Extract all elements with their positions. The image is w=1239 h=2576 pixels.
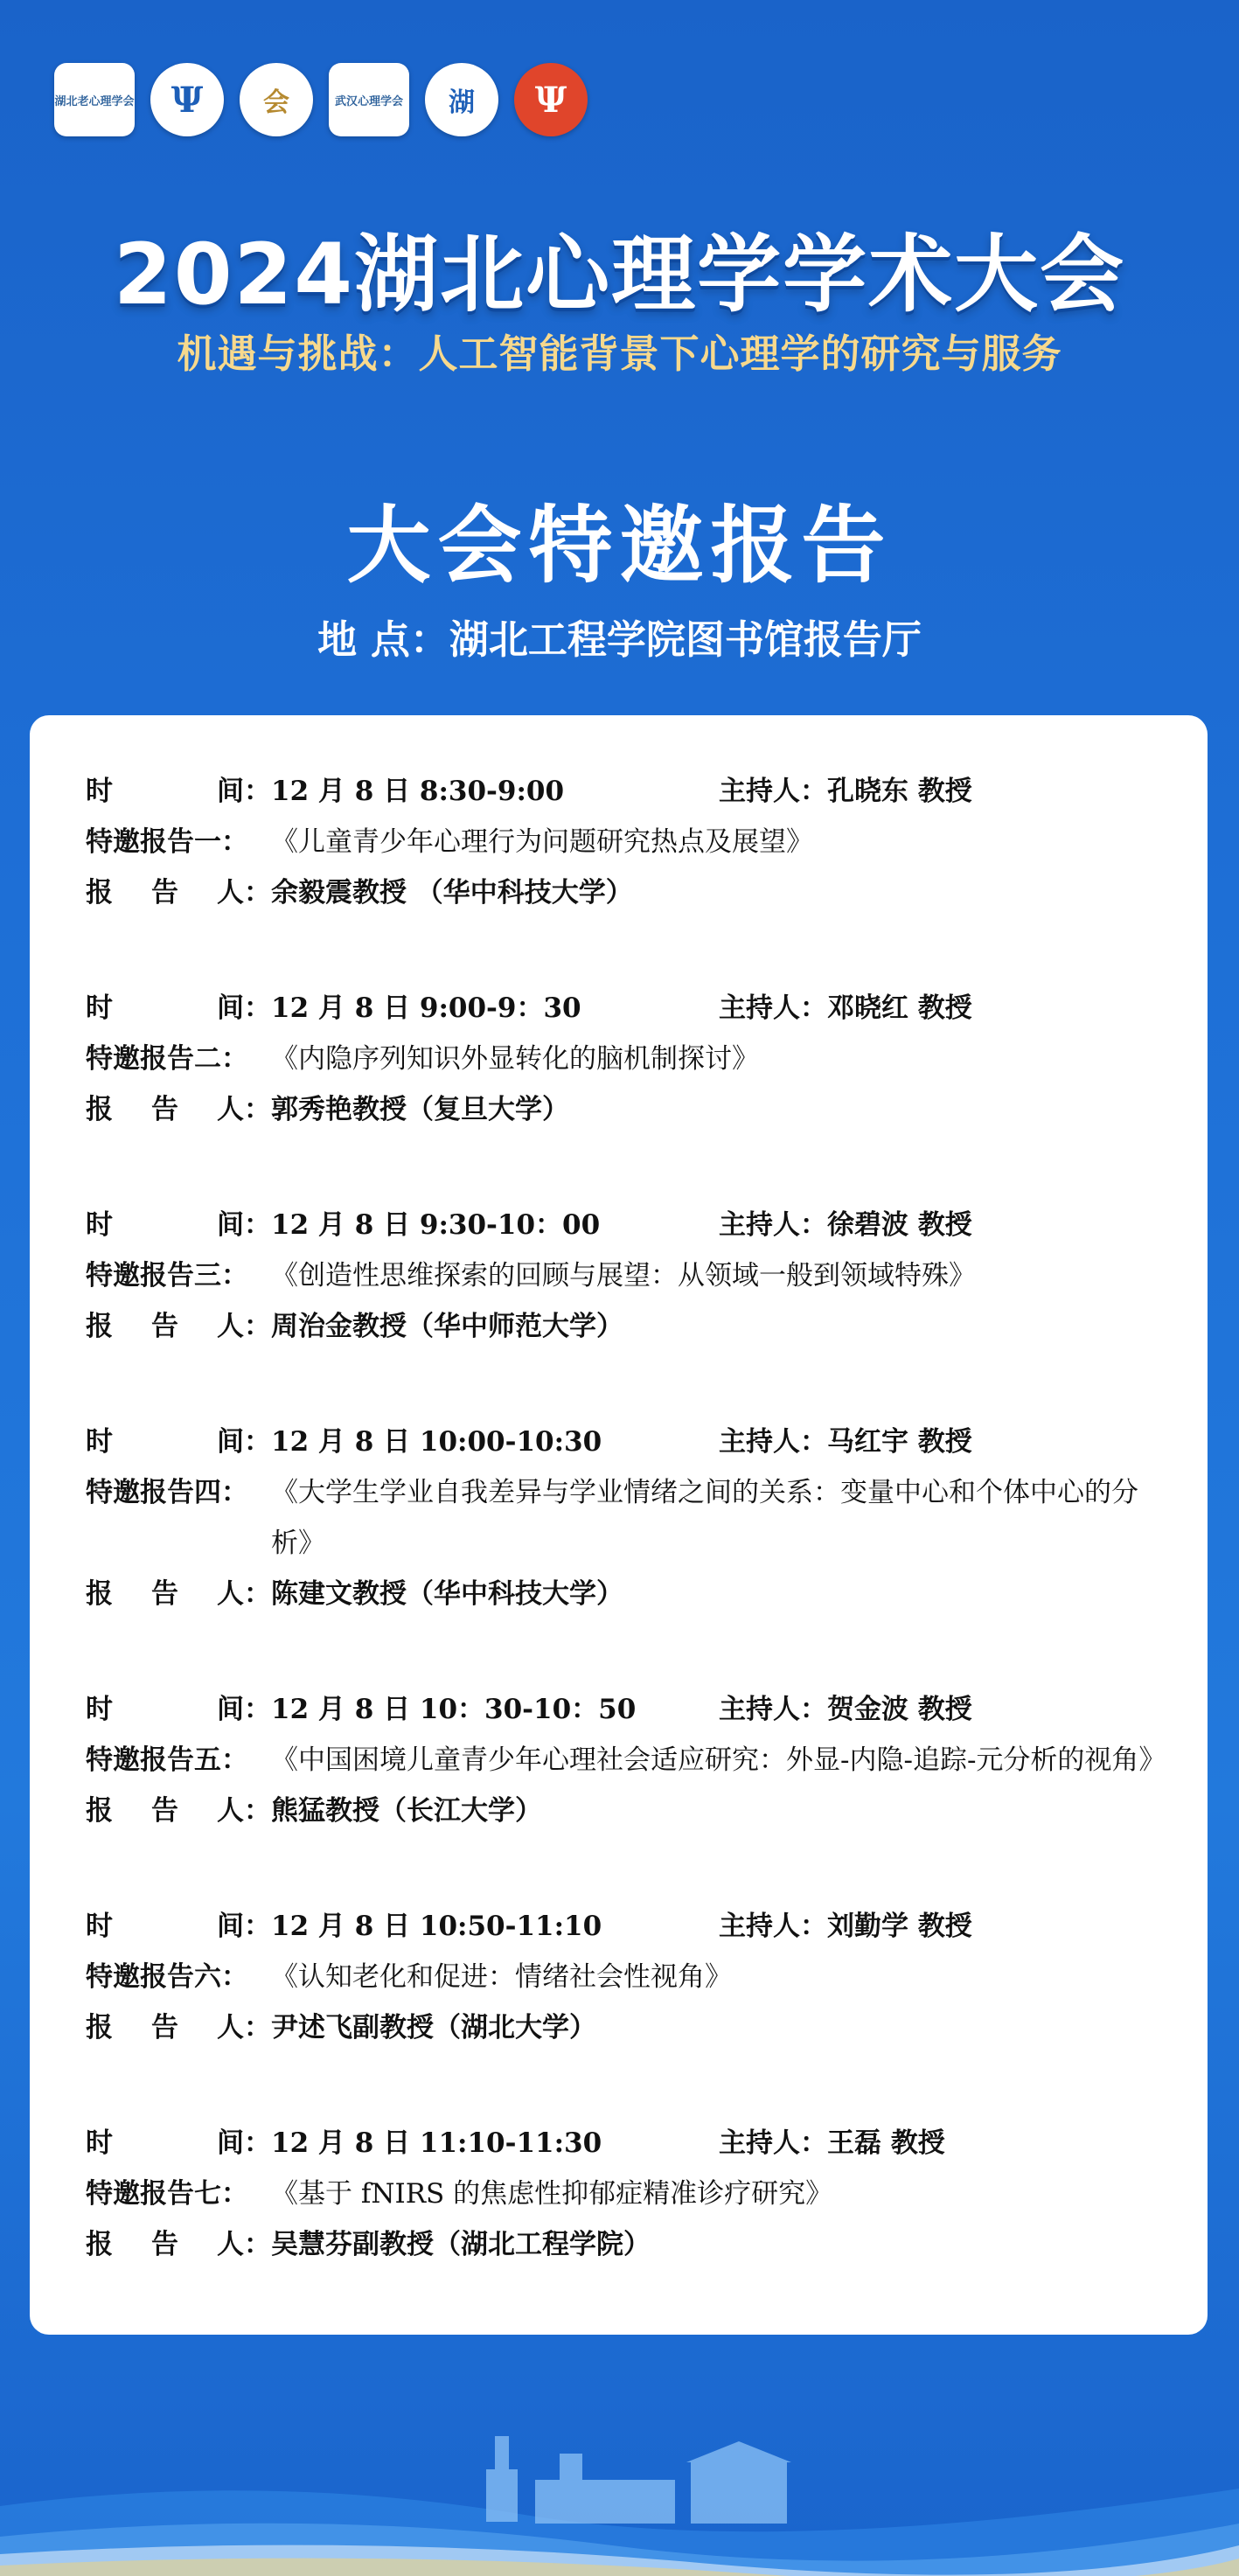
logo-row [54,63,588,136]
conference-title: 2024湖北心理学学术大会 [113,226,1126,324]
conference-subtitle: 机遇与挑战：人工智能背景下心理学的研究与服务 [177,331,1062,377]
host-label: 主持人： [719,1426,827,1458]
session-time-row [86,766,1173,817]
report-label: 特邀报告一： [86,826,248,858]
session-speaker-row [86,1301,1173,1352]
report-label: 特邀报告二： [86,1043,248,1075]
session-speaker-row [86,867,1173,918]
speaker-label: 报 告 人： [86,1094,271,1125]
report-label: 特邀报告七： [86,2178,248,2210]
session-time: 12 月 8 日 8:30-9:00 [271,776,565,807]
session-time-row [86,1901,1173,1952]
session-time: 12 月 8 日 10：30-10：50 [271,1694,637,1725]
time-label: 时 间： [86,2127,271,2159]
session-speaker-row [86,2219,1173,2270]
report-label: 特邀报告三： [86,1260,248,1291]
association-seal-logo: 会 [240,63,313,136]
session-speaker-row [86,1569,1173,1619]
host-label: 主持人： [719,2127,827,2159]
report-title: 《内隐序列知识外显转化的脑机制探讨》 [271,1043,759,1075]
host-label: 主持人： [719,776,827,807]
host-label: 主持人： [719,1694,827,1725]
session-host [719,766,972,817]
session-block [86,1200,1173,1352]
report-label: 特邀报告四： [86,1477,248,1508]
session-time: 12 月 8 日 10:50-11:10 [271,1911,602,1942]
host-label: 主持人： [719,992,827,1024]
report-title: 《儿童青少年心理行为问题研究热点及展望》 [271,826,813,858]
section-title: 大会特邀报告 [346,497,893,595]
speaker-label: 报 告 人： [86,1578,271,1610]
session-report-row [86,1467,1173,1569]
session-report-row [86,1250,1173,1301]
time-label: 时 间： [86,1694,271,1725]
campus-skyline-illustration [0,2366,1239,2576]
session-block [86,1901,1173,2053]
session-speaker-row [86,2002,1173,2053]
report-title: 《基于 fNIRS 的焦虑性抑郁症精准诊疗研究》 [271,2178,833,2210]
session-report-row [86,1034,1173,1084]
report-title: 《大学生学业自我差异与学业情绪之间的关系：变量中心和个体中心的分析》 [271,1477,1138,1559]
speaker-name: 郭秀艳教授（复旦大学） [271,1094,569,1125]
host-name: 刘勤学 教授 [827,1911,972,1942]
session-speaker-row [86,1786,1173,1836]
speaker-label: 报 告 人： [86,1311,271,1342]
session-block [86,1684,1173,1836]
speaker-label: 报 告 人： [86,1795,271,1827]
report-title: 《认知老化和促进：情绪社会性视角》 [271,1961,732,1993]
time-label: 时 间： [86,1209,271,1241]
psi-university-logo: Ψ [150,63,224,136]
speaker-name: 周治金教授（华中师范大学） [271,1311,623,1342]
speaker-name: 吴慧芬副教授（湖北工程学院） [271,2229,651,2260]
session-host [719,1200,972,1250]
host-name: 马红宇 教授 [827,1426,972,1458]
wuhan-psych-society-logo: 武汉心理学会 [329,63,409,136]
schedule-card [30,715,1208,2335]
session-speaker-row [86,1084,1173,1135]
report-title: 《创造性思维探索的回顾与展望：从领域一般到领域特殊》 [271,1260,976,1291]
speaker-label: 报 告 人： [86,877,271,909]
psi-red-logo: Ψ [514,63,588,136]
host-name: 贺金波 教授 [827,1694,972,1725]
session-block [86,1417,1173,1619]
speaker-name: 余毅震教授 （华中科技大学） [271,877,633,909]
session-report-row [86,817,1173,867]
session-time: 12 月 8 日 9:30-10：00 [271,1209,601,1241]
session-host [719,1417,972,1467]
speaker-name: 陈建文教授（华中科技大学） [271,1578,623,1610]
session-host [719,1684,972,1735]
session-time-row [86,1200,1173,1250]
session-block [86,2118,1173,2270]
time-label: 时 间： [86,776,271,807]
session-host [719,2118,945,2169]
report-label: 特邀报告五： [86,1744,248,1776]
session-report-row [86,1735,1173,1786]
time-label: 时 间： [86,1911,271,1942]
report-label: 特邀报告六： [86,1961,248,1993]
speaker-label: 报 告 人： [86,2012,271,2043]
hubei-elderly-psych-logo: 湖北老心理学会 [54,63,135,136]
speaker-label: 报 告 人： [86,2229,271,2260]
time-label: 时 间： [86,992,271,1024]
session-report-row [86,1952,1173,2002]
host-label: 主持人： [719,1209,827,1241]
session-time: 12 月 8 日 9:00-9：30 [271,992,581,1024]
host-label: 主持人： [719,1911,827,1942]
session-time-row [86,983,1173,1034]
session-time-row [86,1417,1173,1467]
speaker-name: 尹述飞副教授（湖北大学） [271,2012,596,2043]
host-name: 徐碧波 教授 [827,1209,972,1241]
session-block [86,983,1173,1135]
time-label: 时 间： [86,1426,271,1458]
host-name: 孔晓东 教授 [827,776,972,807]
venue: 地 点：湖北工程学院图书馆报告厅 [317,616,922,663]
session-time: 12 月 8 日 11:10-11:30 [271,2127,602,2159]
report-title: 《中国困境儿童青少年心理社会适应研究：外显-内隐-追踪-元分析的视角》 [271,1744,1166,1776]
host-name: 邓晓红 教授 [827,992,972,1024]
session-time: 12 月 8 日 10:00-10:30 [271,1426,602,1458]
speaker-name: 熊猛教授（长江大学） [271,1795,542,1827]
session-block [86,766,1173,918]
session-report-row [86,2169,1173,2219]
hubei-engineering-university-logo: 湖 [425,63,498,136]
session-time-row [86,1684,1173,1735]
session-host [719,983,972,1034]
host-name: 王磊 教授 [827,2127,945,2159]
session-host [719,1901,972,1952]
session-time-row [86,2118,1173,2169]
